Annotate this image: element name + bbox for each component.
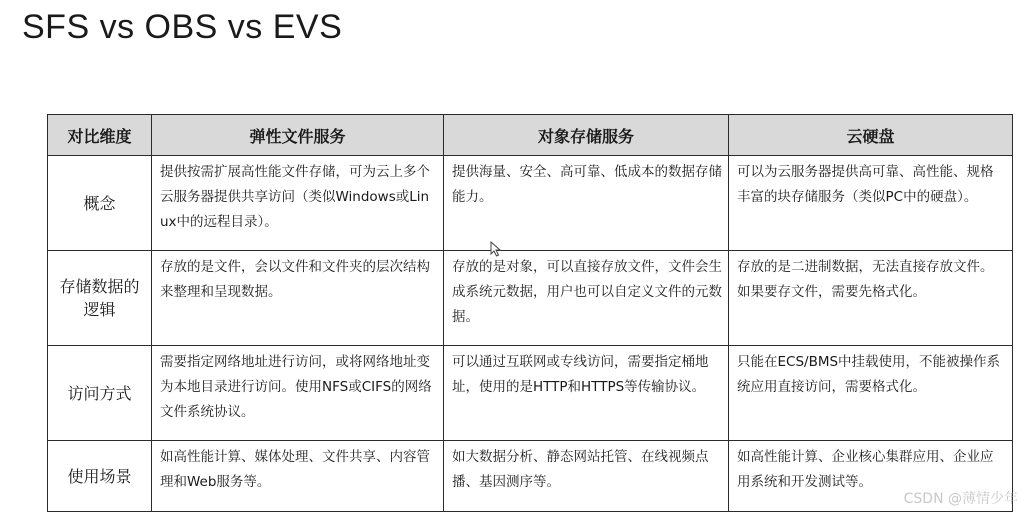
header-obs: 对象存储服务 (444, 115, 729, 156)
header-dimension: 对比维度 (48, 115, 152, 156)
cell-sfs: 需要指定网络地址进行访问，或将网络地址变为本地目录进行访问。使用NFS或CIFS的网络文件系统协议。 (152, 346, 444, 441)
table-header-row (48, 115, 1013, 156)
page-title: SFS vs OBS vs EVS (22, 8, 343, 46)
watermark: CSDN @薄情少年 (903, 491, 1018, 507)
row-dimension: 使用场景 (48, 441, 152, 512)
row-dimension: 访问方式 (48, 346, 152, 441)
row-dimension: 概念 (48, 156, 152, 251)
cell-obs: 可以通过互联网或专线访问，需要指定桶地址，使用的是HTTP和HTTPS等传输协议。 (444, 346, 729, 441)
cell-obs: 如大数据分析、静态网站托管、在线视频点播、基因测序等。 (444, 441, 729, 512)
row-dimension: 存储数据的逻辑 (48, 251, 152, 346)
comparison-table (47, 114, 1013, 512)
cell-sfs: 提供按需扩展高性能文件存储，可为云上多个云服务器提供共享访问（类似Windows或Linux中的远程目录）。 (152, 156, 444, 251)
table-row (48, 156, 1013, 251)
cell-sfs: 存放的是文件，会以文件和文件夹的层次结构来整理和呈现数据。 (152, 251, 444, 346)
table-row (48, 346, 1013, 441)
cell-evs: 如高性能计算、企业核心集群应用、企业应用系统和开发测试等。 (729, 441, 1013, 512)
cell-sfs: 如高性能计算、媒体处理、文件共享、内容管理和Web服务等。 (152, 441, 444, 512)
cell-obs: 提供海量、安全、高可靠、低成本的数据存储能力。 (444, 156, 729, 251)
table-row (48, 441, 1013, 512)
table-row (48, 251, 1013, 346)
cell-evs: 只能在ECS/BMS中挂载使用，不能被操作系统应用直接访问，需要格式化。 (729, 346, 1013, 441)
cell-obs: 存放的是对象，可以直接存放文件，文件会生成系统元数据，用户也可以自定义文件的元数据。 (444, 251, 729, 346)
header-evs: 云硬盘 (729, 115, 1013, 156)
header-sfs: 弹性文件服务 (152, 115, 444, 156)
cell-evs: 存放的是二进制数据，无法直接存放文件。如果要存文件，需要先格式化。 (729, 251, 1013, 346)
cell-evs: 可以为云服务器提供高可靠、高性能、规格丰富的块存储服务（类似PC中的硬盘）。 (729, 156, 1013, 251)
